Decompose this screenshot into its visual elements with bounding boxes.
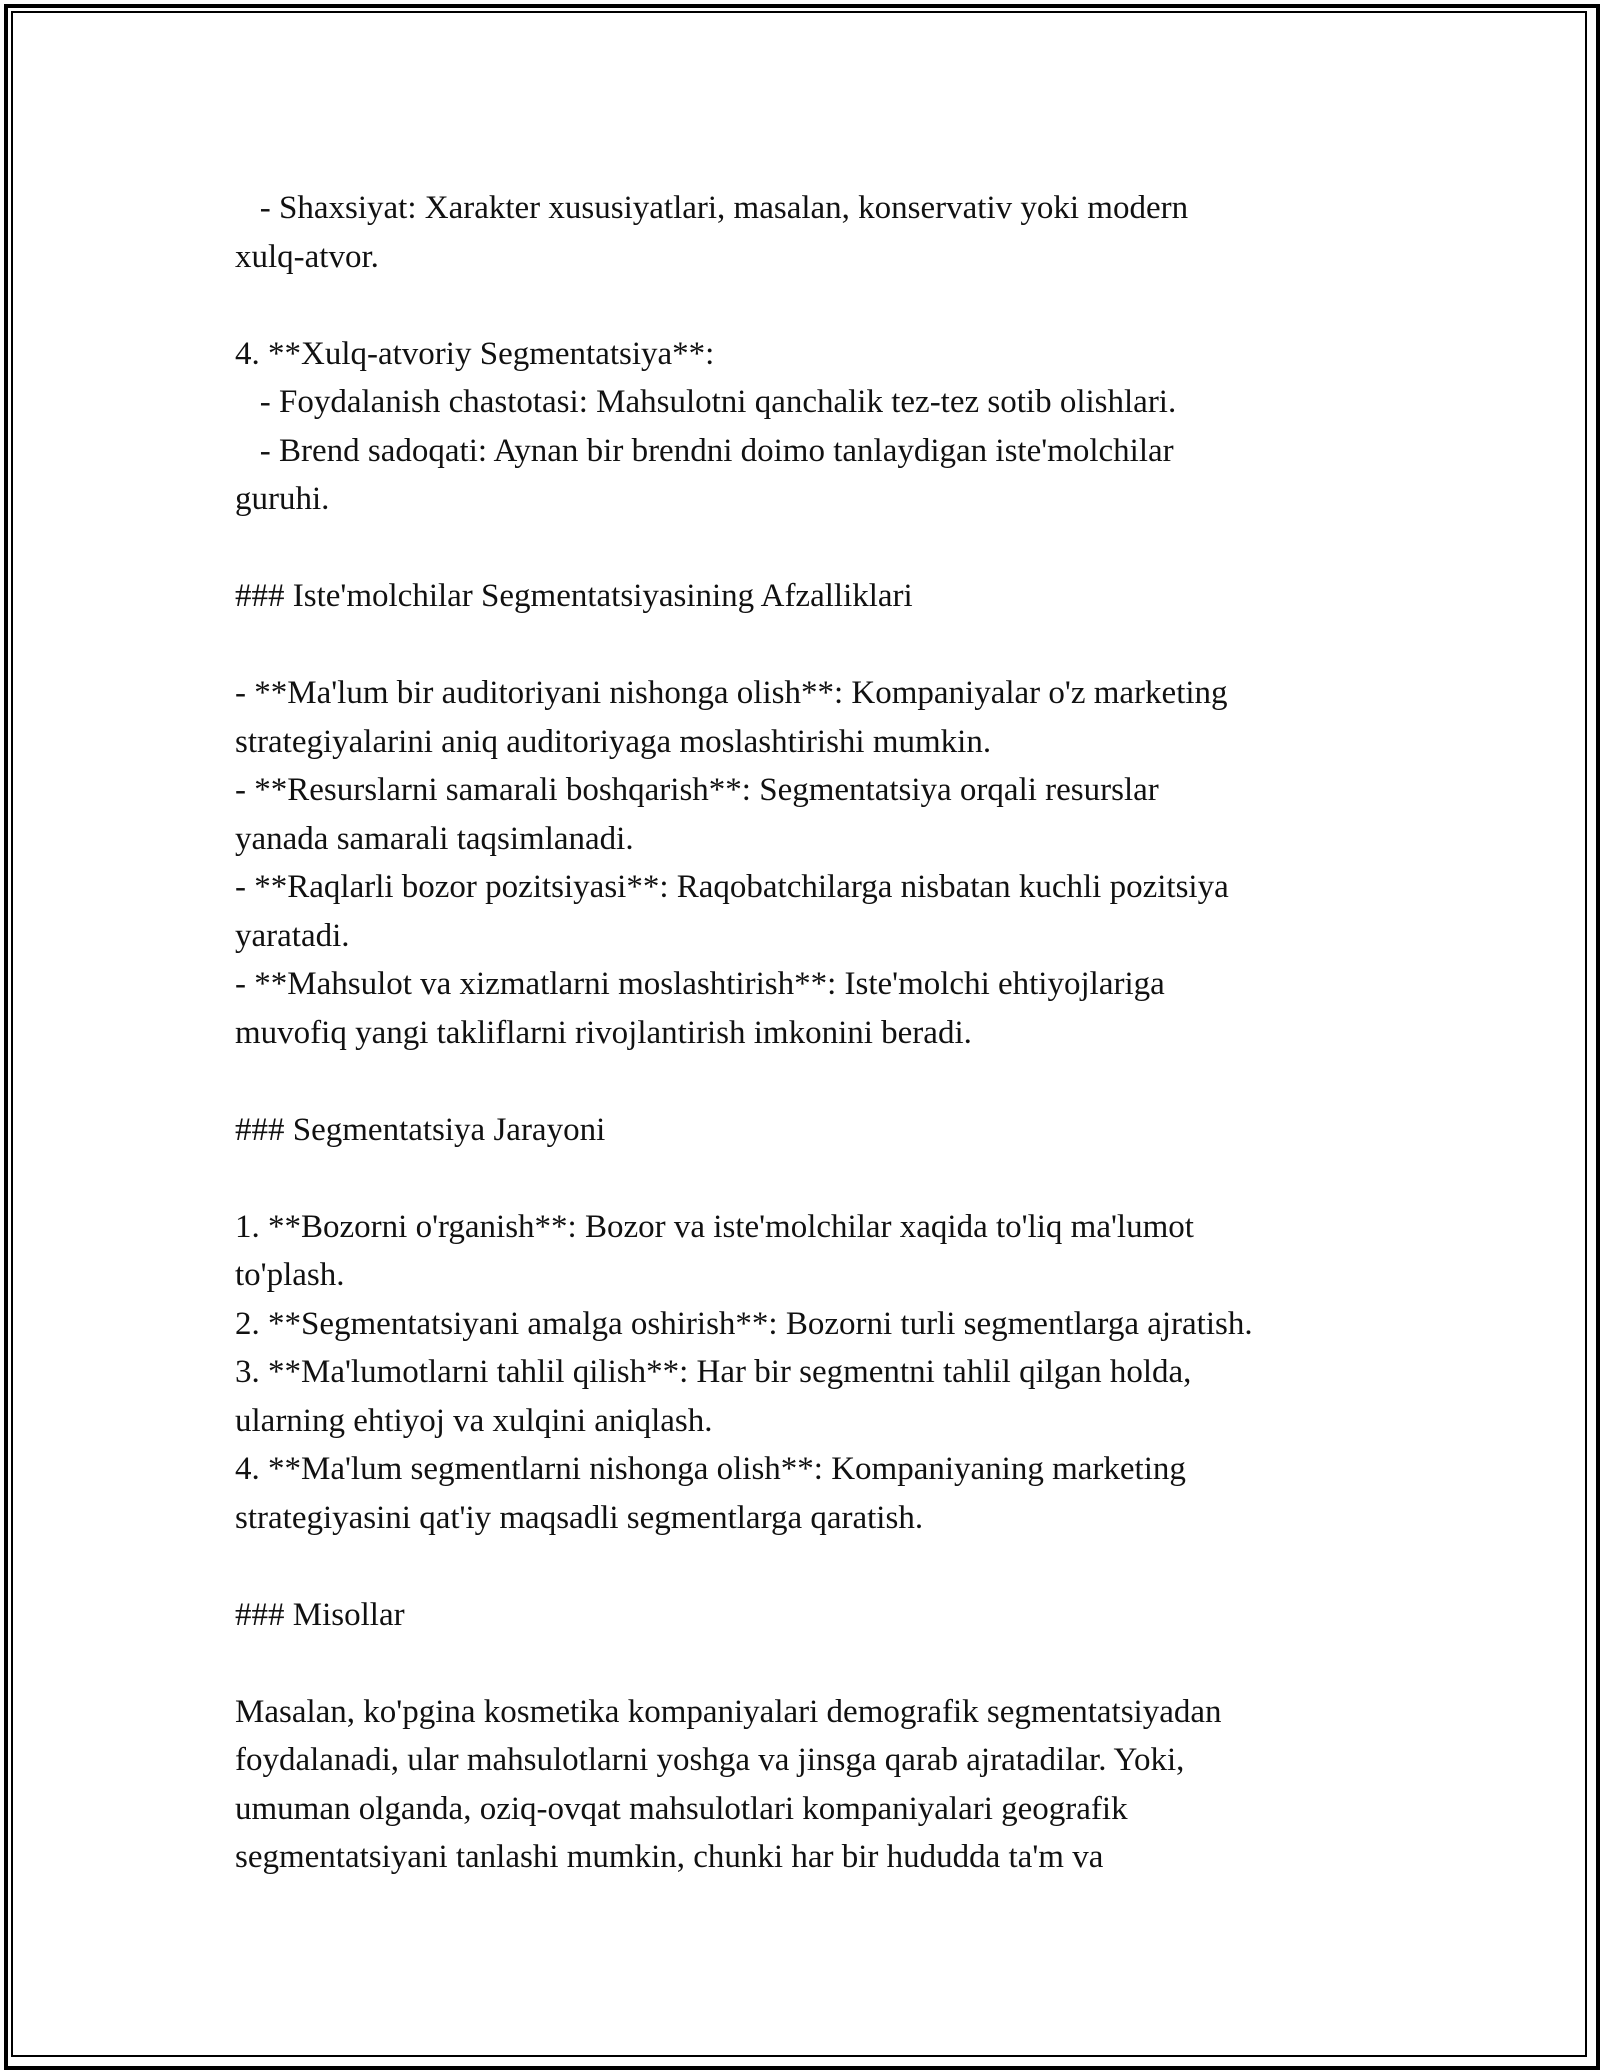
blank-line: [235, 1542, 1395, 1591]
text-line: strategiyalarini aniq auditoriyaga moslashtirishi mumkin.: [235, 723, 992, 760]
text-line: strategiyasini qat'iy maqsadli segmentlarga qaratish.: [235, 1499, 924, 1536]
text-line: yanada samarali taqsimlanadi.: [235, 820, 634, 857]
blank-line: [235, 1057, 1395, 1106]
section-heading: ### Misollar: [235, 1596, 405, 1633]
text-line: segmentatsiyani tanlashi mumkin, chunki har bir hududda ta'm va: [235, 1839, 1104, 1875]
numbered-line: 3. **Ma'lumotlarni tahlil qilish**: Har bir segmentni tahlil qilgan holda,: [235, 1354, 1192, 1390]
text-line: guruhi.: [235, 481, 330, 517]
text-line: yaratadi.: [235, 917, 350, 954]
text-line: muvofiq yangi takliflarni rivojlantirish imkonini beradi.: [235, 1014, 972, 1051]
bullet-line: - **Ma'lum bir auditoriyani nishonga olish**: Kompaniyalar o'z marketing: [235, 675, 1228, 711]
text-line: to'plash.: [235, 1257, 345, 1293]
blank-line: [235, 524, 1395, 573]
section-heading: ### Iste'molchilar Segmentatsiyasining Afzalliklari: [235, 578, 913, 614]
numbered-line: 2. **Segmentatsiyani amalga oshirish**: Bozorni turli segmentlarga ajratish.: [235, 1305, 1253, 1342]
document-body: [235, 184, 1395, 1882]
bullet-line: - **Raqlarli bozor pozitsiyasi**: Raqobatchilarga nisbatan kuchli pozitsiya: [235, 869, 1229, 905]
text-line: umuman olganda, oziq-ovqat mahsulotlari kompaniyalari geografik: [235, 1790, 1128, 1827]
numbered-line: 4. **Xulq-atvoriy Segmentatsiya**:: [235, 335, 715, 372]
bullet-line: - Foydalanish chastotasi: Mahsulotni qanchalik tez-tez sotib olishlari.: [235, 384, 1177, 420]
bullet-line: - **Mahsulot va xizmatlarni moslashtirish**: Iste'molchi ehtiyojlariga: [235, 966, 1165, 1002]
numbered-line: 4. **Ma'lum segmentlarni nishonga olish**: Kompaniyaning marketing: [235, 1451, 1186, 1487]
text-line: foydalanadi, ular mahsulotlarni yoshga va jinsga qarab ajratadilar. Yoki,: [235, 1742, 1185, 1778]
bullet-line: - Brend sadoqati: Aynan bir brendni doimo tanlaydigan iste'molchilar: [235, 432, 1174, 469]
text-line: Masalan, ko'pgina kosmetika kompaniyalari demografik segmentatsiyadan: [235, 1693, 1222, 1730]
bullet-line: - Shaxsiyat: Xarakter xususiyatlari, masalan, konservativ yoki modern: [235, 190, 1189, 226]
bullet-line: - **Resurslarni samarali boshqarish**: Segmentatsiya orqali resurslar: [235, 772, 1159, 808]
numbered-line: 1. **Bozorni o'rganish**: Bozor va iste'molchilar xaqida to'liq ma'lumot: [235, 1208, 1194, 1245]
blank-line: [235, 281, 1395, 330]
blank-line: [235, 1639, 1395, 1688]
blank-line: [235, 621, 1395, 670]
text-line: ularning ehtiyoj va xulqini aniqlash.: [235, 1402, 713, 1439]
blank-line: [235, 1154, 1395, 1203]
text-line: xulq-atvor.: [235, 238, 379, 275]
section-heading: ### Segmentatsiya Jarayoni: [235, 1111, 606, 1148]
